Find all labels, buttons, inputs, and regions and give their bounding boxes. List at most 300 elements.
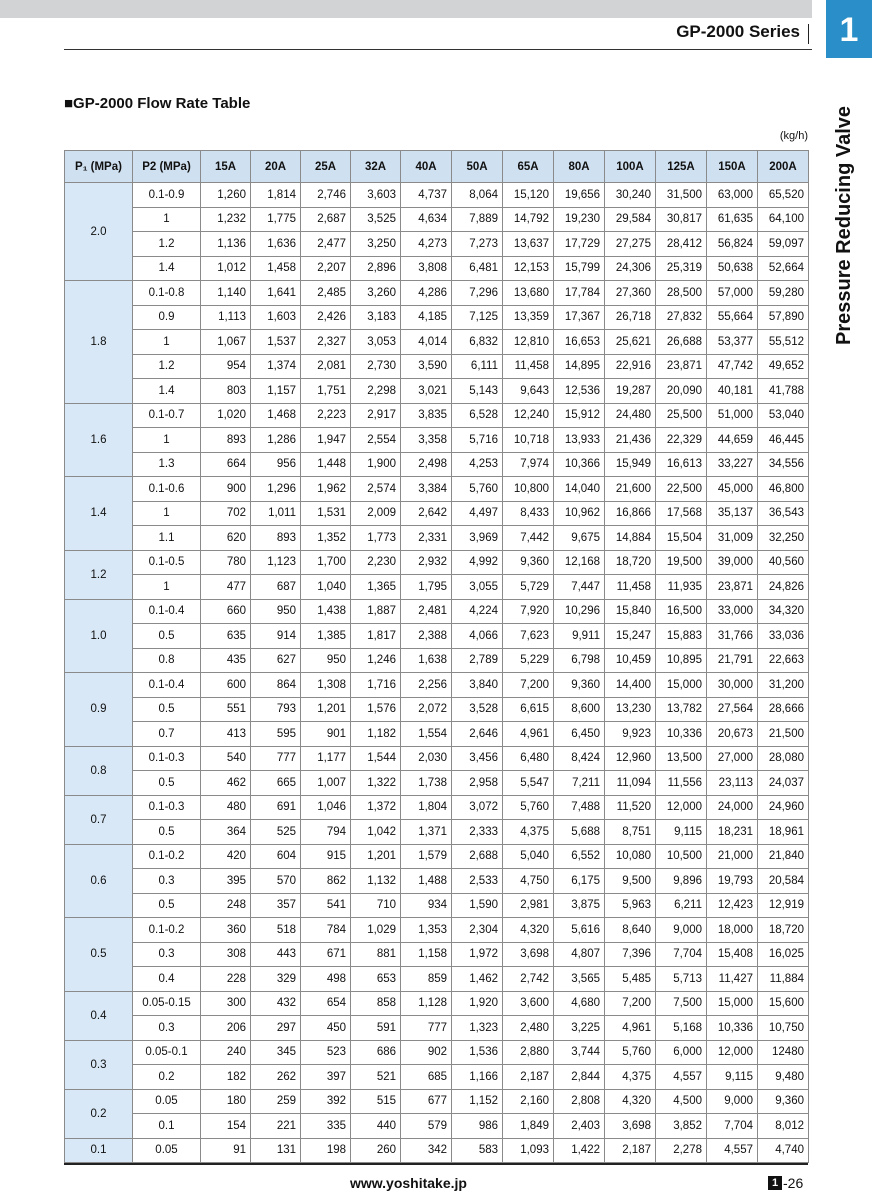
flow-value-cell: 2,081 [301,354,351,379]
column-header: 15A [201,151,251,183]
flow-value-cell: 3,021 [401,379,452,404]
flow-value-cell: 21,000 [707,844,758,869]
p2-cell: 0.1-0.4 [133,673,201,698]
p2-cell: 1.3 [133,452,201,477]
flow-value-cell: 1,201 [301,697,351,722]
flow-value-cell: 1,531 [301,501,351,526]
flow-value-cell: 794 [301,820,351,845]
flow-value-cell: 6,832 [452,330,503,355]
flow-value-cell: 1,246 [351,648,401,673]
flow-value-cell: 27,000 [707,746,758,771]
flow-value-cell: 27,832 [656,305,707,330]
flow-value-cell: 6,528 [452,403,503,428]
table-row [65,771,809,796]
flow-value-cell: 2,230 [351,550,401,575]
flow-value-cell: 3,260 [351,281,401,306]
flow-value-cell: 1,372 [351,795,401,820]
flow-value-cell: 3,528 [452,697,503,722]
table-row [65,967,809,992]
flow-value-cell: 3,852 [656,1114,707,1139]
p2-cell: 1 [133,428,201,453]
flow-value-cell: 1,422 [554,1138,605,1163]
flow-value-cell: 16,866 [605,501,656,526]
p2-cell: 0.8 [133,648,201,673]
p2-cell: 0.5 [133,893,201,918]
flow-value-cell: 664 [201,452,251,477]
table-row [65,918,809,943]
flow-value-cell: 604 [251,844,301,869]
flow-value-cell: 25,500 [656,403,707,428]
flow-value-cell: 3,698 [605,1114,656,1139]
flow-value-cell: 902 [401,1040,452,1065]
flow-value-cell: 1,182 [351,722,401,747]
flow-value-cell: 4,273 [401,232,452,257]
table-row [65,183,809,208]
flow-value-cell: 31,766 [707,624,758,649]
flow-value-cell: 17,729 [554,232,605,257]
flow-value-cell: 22,500 [656,477,707,502]
page-chapter-box: 1 [768,1176,782,1190]
flow-value-cell: 2,388 [401,624,452,649]
flow-value-cell: 5,688 [554,820,605,845]
flow-value-cell: 1,636 [251,232,301,257]
p2-cell: 0.1-0.5 [133,550,201,575]
flow-value-cell: 1,020 [201,403,251,428]
flow-value-cell: 1,468 [251,403,301,428]
flow-value-cell: 6,552 [554,844,605,869]
flow-value-cell: 27,360 [605,281,656,306]
flow-value-cell: 2,298 [351,379,401,404]
flow-value-cell: 131 [251,1138,301,1163]
flow-value-cell: 4,992 [452,550,503,575]
flow-value-cell: 248 [201,893,251,918]
flow-value-cell: 1,123 [251,550,301,575]
flow-value-cell: 46,445 [758,428,809,453]
flow-value-cell: 914 [251,624,301,649]
flow-value-cell: 13,680 [503,281,554,306]
flow-value-cell: 55,512 [758,330,809,355]
flow-value-cell: 6,175 [554,869,605,894]
flow-value-cell: 893 [201,428,251,453]
flow-value-cell: 3,590 [401,354,452,379]
flow-value-cell: 4,557 [707,1138,758,1163]
flow-value-cell: 1,947 [301,428,351,453]
flow-value-cell: 864 [251,673,301,698]
flow-value-cell: 21,500 [758,722,809,747]
flow-value-cell: 22,916 [605,354,656,379]
flow-value-cell: 9,923 [605,722,656,747]
flow-value-cell: 5,963 [605,893,656,918]
flow-value-cell: 6,450 [554,722,605,747]
page-number [768,1175,803,1191]
flow-value-cell: 1,113 [201,305,251,330]
table-row [65,1016,809,1041]
flow-value-cell: 9,500 [605,869,656,894]
table-row [65,1138,809,1163]
side-section-label: Pressure Reducing Valve [833,105,855,345]
p1-cell: 0.1 [65,1138,133,1163]
flow-value-cell: 15,120 [503,183,554,208]
flow-value-cell: 27,275 [605,232,656,257]
flow-value-cell: 2,880 [503,1040,554,1065]
flow-value-cell: 12,000 [656,795,707,820]
flow-value-cell: 1,046 [301,795,351,820]
p2-cell: 1.2 [133,232,201,257]
flow-value-cell: 345 [251,1040,301,1065]
title-separator [808,24,809,44]
flow-value-cell: 5,168 [656,1016,707,1041]
flow-value-cell: 15,000 [656,673,707,698]
flow-value-cell: 687 [251,575,301,600]
flow-value-cell: 1,700 [301,550,351,575]
flow-value-cell: 7,211 [554,771,605,796]
section-title: ■GP-2000 Flow Rate Table [64,95,251,112]
flow-value-cell: 19,500 [656,550,707,575]
flow-value-cell: 9,643 [503,379,554,404]
header-bar [0,0,812,18]
flow-value-cell: 10,500 [656,844,707,869]
flow-value-cell: 1,308 [301,673,351,698]
flow-value-cell: 29,584 [605,207,656,232]
flow-value-cell: 653 [351,967,401,992]
flow-value-cell: 4,320 [605,1089,656,1114]
flow-value-cell: 6,211 [656,893,707,918]
flow-value-cell: 13,500 [656,746,707,771]
flow-value-cell: 39,000 [707,550,758,575]
table-row [65,305,809,330]
table-row [65,746,809,771]
flow-value-cell: 21,436 [605,428,656,453]
flow-value-cell: 300 [201,991,251,1016]
column-header: 20A [251,151,301,183]
flow-value-cell: 686 [351,1040,401,1065]
flow-value-cell: 6,798 [554,648,605,673]
flow-value-cell: 335 [301,1114,351,1139]
p2-cell: 1.4 [133,256,201,281]
flow-value-cell: 56,824 [707,232,758,257]
p1-cell: 0.4 [65,991,133,1040]
p2-cell: 0.05 [133,1089,201,1114]
flow-value-cell: 7,500 [656,991,707,1016]
table-row [65,1114,809,1139]
flow-value-cell: 221 [251,1114,301,1139]
flow-value-cell: 1,201 [351,844,401,869]
flow-value-cell: 793 [251,697,301,722]
flow-value-cell: 392 [301,1089,351,1114]
flow-value-cell: 591 [351,1016,401,1041]
flow-value-cell: 4,066 [452,624,503,649]
flow-value-cell: 986 [452,1114,503,1139]
flow-value-cell: 31,200 [758,673,809,698]
flow-value-cell: 12,168 [554,550,605,575]
p2-cell: 0.9 [133,305,201,330]
table-header-row [65,151,809,183]
flow-value-cell: 5,729 [503,575,554,600]
table-row [65,256,809,281]
flow-value-cell: 1,817 [351,624,401,649]
flow-value-cell: 1,458 [251,256,301,281]
flow-value-cell: 1,576 [351,697,401,722]
flow-value-cell: 1,536 [452,1040,503,1065]
flow-value-cell: 10,336 [707,1016,758,1041]
flow-value-cell: 24,306 [605,256,656,281]
flow-value-cell: 4,320 [503,918,554,943]
flow-value-cell: 480 [201,795,251,820]
column-header: P₁ (MPa) [65,151,133,183]
flow-value-cell: 1,286 [251,428,301,453]
flow-value-cell: 8,640 [605,918,656,943]
p2-cell: 0.1-0.4 [133,599,201,624]
flow-value-cell: 1,641 [251,281,301,306]
flow-value-cell: 1,814 [251,183,301,208]
table-row [65,379,809,404]
flow-value-cell: 12,536 [554,379,605,404]
footer-url: www.yoshitake.jp [350,1175,467,1191]
flow-value-cell: 4,807 [554,942,605,967]
flow-value-cell: 685 [401,1065,452,1090]
chapter-tab: 1 [826,0,872,58]
flow-value-cell: 329 [251,967,301,992]
table-row [65,722,809,747]
flow-value-cell: 2,917 [351,403,401,428]
flow-value-cell: 28,080 [758,746,809,771]
flow-value-cell: 31,009 [707,526,758,551]
table-row [65,673,809,698]
flow-value-cell: 956 [251,452,301,477]
flow-value-cell: 1,322 [351,771,401,796]
p1-cell: 0.6 [65,844,133,918]
p2-cell: 1.1 [133,526,201,551]
flow-value-cell: 18,000 [707,918,758,943]
flow-value-cell: 24,480 [605,403,656,428]
flow-value-cell: 1,067 [201,330,251,355]
flow-value-cell: 8,751 [605,820,656,845]
flow-value-cell: 3,055 [452,575,503,600]
flow-value-cell: 24,826 [758,575,809,600]
flow-value-cell: 23,871 [656,354,707,379]
flow-value-cell: 52,664 [758,256,809,281]
flow-value-cell: 2,331 [401,526,452,551]
flow-value-cell: 154 [201,1114,251,1139]
flow-value-cell: 10,459 [605,648,656,673]
flow-value-cell: 11,556 [656,771,707,796]
flow-value-cell: 2,480 [503,1016,554,1041]
table-row [65,1065,809,1090]
flow-value-cell: 1,385 [301,624,351,649]
flow-value-cell: 1,093 [503,1138,554,1163]
flow-value-cell: 33,000 [707,599,758,624]
flow-value-cell: 12,919 [758,893,809,918]
flow-value-cell: 1,296 [251,477,301,502]
flow-value-cell: 2,742 [503,967,554,992]
flow-value-cell: 950 [301,648,351,673]
flow-value-cell: 3,840 [452,673,503,698]
unit-label: (kg/h) [779,130,808,142]
flow-value-cell: 901 [301,722,351,747]
flow-value-cell: 308 [201,942,251,967]
flow-value-cell: 15,883 [656,624,707,649]
flow-value-cell: 1,042 [351,820,401,845]
flow-value-cell: 2,574 [351,477,401,502]
flow-value-cell: 198 [301,1138,351,1163]
flow-value-cell: 4,500 [656,1089,707,1114]
flow-value-cell: 2,554 [351,428,401,453]
flow-value-cell: 677 [401,1089,452,1114]
flow-value-cell: 2,498 [401,452,452,477]
table-row [65,1040,809,1065]
flow-value-cell: 14,400 [605,673,656,698]
flow-value-cell: 24,960 [758,795,809,820]
flow-value-cell: 57,890 [758,305,809,330]
flow-value-cell: 22,663 [758,648,809,673]
flow-value-cell: 498 [301,967,351,992]
flow-value-cell: 443 [251,942,301,967]
flow-value-cell: 595 [251,722,301,747]
flow-value-cell: 34,556 [758,452,809,477]
flow-value-cell: 2,187 [503,1065,554,1090]
flow-value-cell: 5,143 [452,379,503,404]
flow-value-cell: 1,900 [351,452,401,477]
flow-value-cell: 397 [301,1065,351,1090]
flow-value-cell: 1,152 [452,1089,503,1114]
p2-cell: 1 [133,575,201,600]
flow-value-cell: 521 [351,1065,401,1090]
flow-value-cell: 1,716 [351,673,401,698]
flow-value-cell: 5,713 [656,967,707,992]
flow-value-cell: 44,659 [707,428,758,453]
flow-value-cell: 1,537 [251,330,301,355]
p1-cell: 0.2 [65,1089,133,1138]
p2-cell: 0.5 [133,697,201,722]
flow-value-cell: 583 [452,1138,503,1163]
flow-value-cell: 15,504 [656,526,707,551]
flow-value-cell: 702 [201,501,251,526]
p2-cell: 0.05 [133,1138,201,1163]
flow-value-cell: 34,320 [758,599,809,624]
flow-value-cell: 7,889 [452,207,503,232]
flow-value-cell: 59,280 [758,281,809,306]
p2-cell: 0.1-0.8 [133,281,201,306]
table-row [65,281,809,306]
flow-value-cell: 3,875 [554,893,605,918]
flow-value-cell: 25,319 [656,256,707,281]
flow-value-cell: 1,972 [452,942,503,967]
flow-value-cell: 1,029 [351,918,401,943]
flow-value-cell: 710 [351,893,401,918]
flow-value-cell: 1,448 [301,452,351,477]
flow-value-cell: 1,751 [301,379,351,404]
flow-value-cell: 33,227 [707,452,758,477]
p2-cell: 0.1 [133,1114,201,1139]
table-row [65,795,809,820]
flow-value-cell: 1,011 [251,501,301,526]
flow-value-cell: 518 [251,918,301,943]
flow-value-cell: 515 [351,1089,401,1114]
flow-value-cell: 4,375 [503,820,554,845]
flow-value-cell: 2,278 [656,1138,707,1163]
flow-value-cell: 395 [201,869,251,894]
flow-value-cell: 40,181 [707,379,758,404]
flow-value-cell: 10,962 [554,501,605,526]
flow-value-cell: 5,547 [503,771,554,796]
flow-value-cell: 3,835 [401,403,452,428]
flow-value-cell: 9,480 [758,1065,809,1090]
flow-value-cell: 881 [351,942,401,967]
flow-value-cell: 579 [401,1114,452,1139]
flow-value-cell: 3,808 [401,256,452,281]
flow-value-cell: 4,740 [758,1138,809,1163]
flow-value-cell: 954 [201,354,251,379]
column-header: 25A [301,151,351,183]
flow-value-cell: 10,750 [758,1016,809,1041]
p2-cell: 0.5 [133,624,201,649]
flow-value-cell: 9,360 [503,550,554,575]
flow-value-cell: 2,207 [301,256,351,281]
flow-value-cell: 1,590 [452,893,503,918]
flow-value-cell: 21,600 [605,477,656,502]
flow-value-cell: 41,788 [758,379,809,404]
flow-value-cell: 934 [401,893,452,918]
flow-value-cell: 2,730 [351,354,401,379]
flow-value-cell: 7,447 [554,575,605,600]
flow-value-cell: 4,961 [503,722,554,747]
flow-value-cell: 2,009 [351,501,401,526]
flow-value-cell: 432 [251,991,301,1016]
flow-value-cell: 16,025 [758,942,809,967]
flow-value-cell: 9,675 [554,526,605,551]
p1-cell: 0.8 [65,746,133,795]
flow-value-cell: 2,746 [301,183,351,208]
column-header: 65A [503,151,554,183]
flow-value-cell: 1,773 [351,526,401,551]
table-row [65,526,809,551]
flow-value-cell: 7,920 [503,599,554,624]
flow-value-cell: 784 [301,918,351,943]
flow-value-cell: 47,742 [707,354,758,379]
table-row [65,844,809,869]
flow-value-cell: 11,935 [656,575,707,600]
flow-value-cell: 2,485 [301,281,351,306]
flow-value-cell: 65,520 [758,183,809,208]
flow-value-cell: 12,960 [605,746,656,771]
flow-value-cell: 1,007 [301,771,351,796]
flow-value-cell: 15,600 [758,991,809,1016]
flow-value-cell: 1,040 [301,575,351,600]
flow-value-cell: 3,603 [351,183,401,208]
flow-value-cell: 8,433 [503,501,554,526]
flow-value-cell: 46,800 [758,477,809,502]
flow-value-cell: 7,200 [503,673,554,698]
flow-value-cell: 600 [201,673,251,698]
flow-value-cell: 523 [301,1040,351,1065]
flow-value-cell: 260 [351,1138,401,1163]
flow-value-cell: 1,849 [503,1114,554,1139]
p2-cell: 0.5 [133,820,201,845]
flow-value-cell: 11,458 [503,354,554,379]
flow-value-cell: 28,412 [656,232,707,257]
flow-value-cell: 20,584 [758,869,809,894]
flow-value-cell: 5,485 [605,967,656,992]
flow-value-cell: 1,136 [201,232,251,257]
p2-cell: 0.1-0.2 [133,918,201,943]
flow-value-cell: 1,132 [351,869,401,894]
p1-cell: 2.0 [65,183,133,281]
flow-value-cell: 858 [351,991,401,1016]
table-row [65,330,809,355]
column-header: 200A [758,151,809,183]
flow-value-cell: 16,613 [656,452,707,477]
table-row [65,820,809,845]
